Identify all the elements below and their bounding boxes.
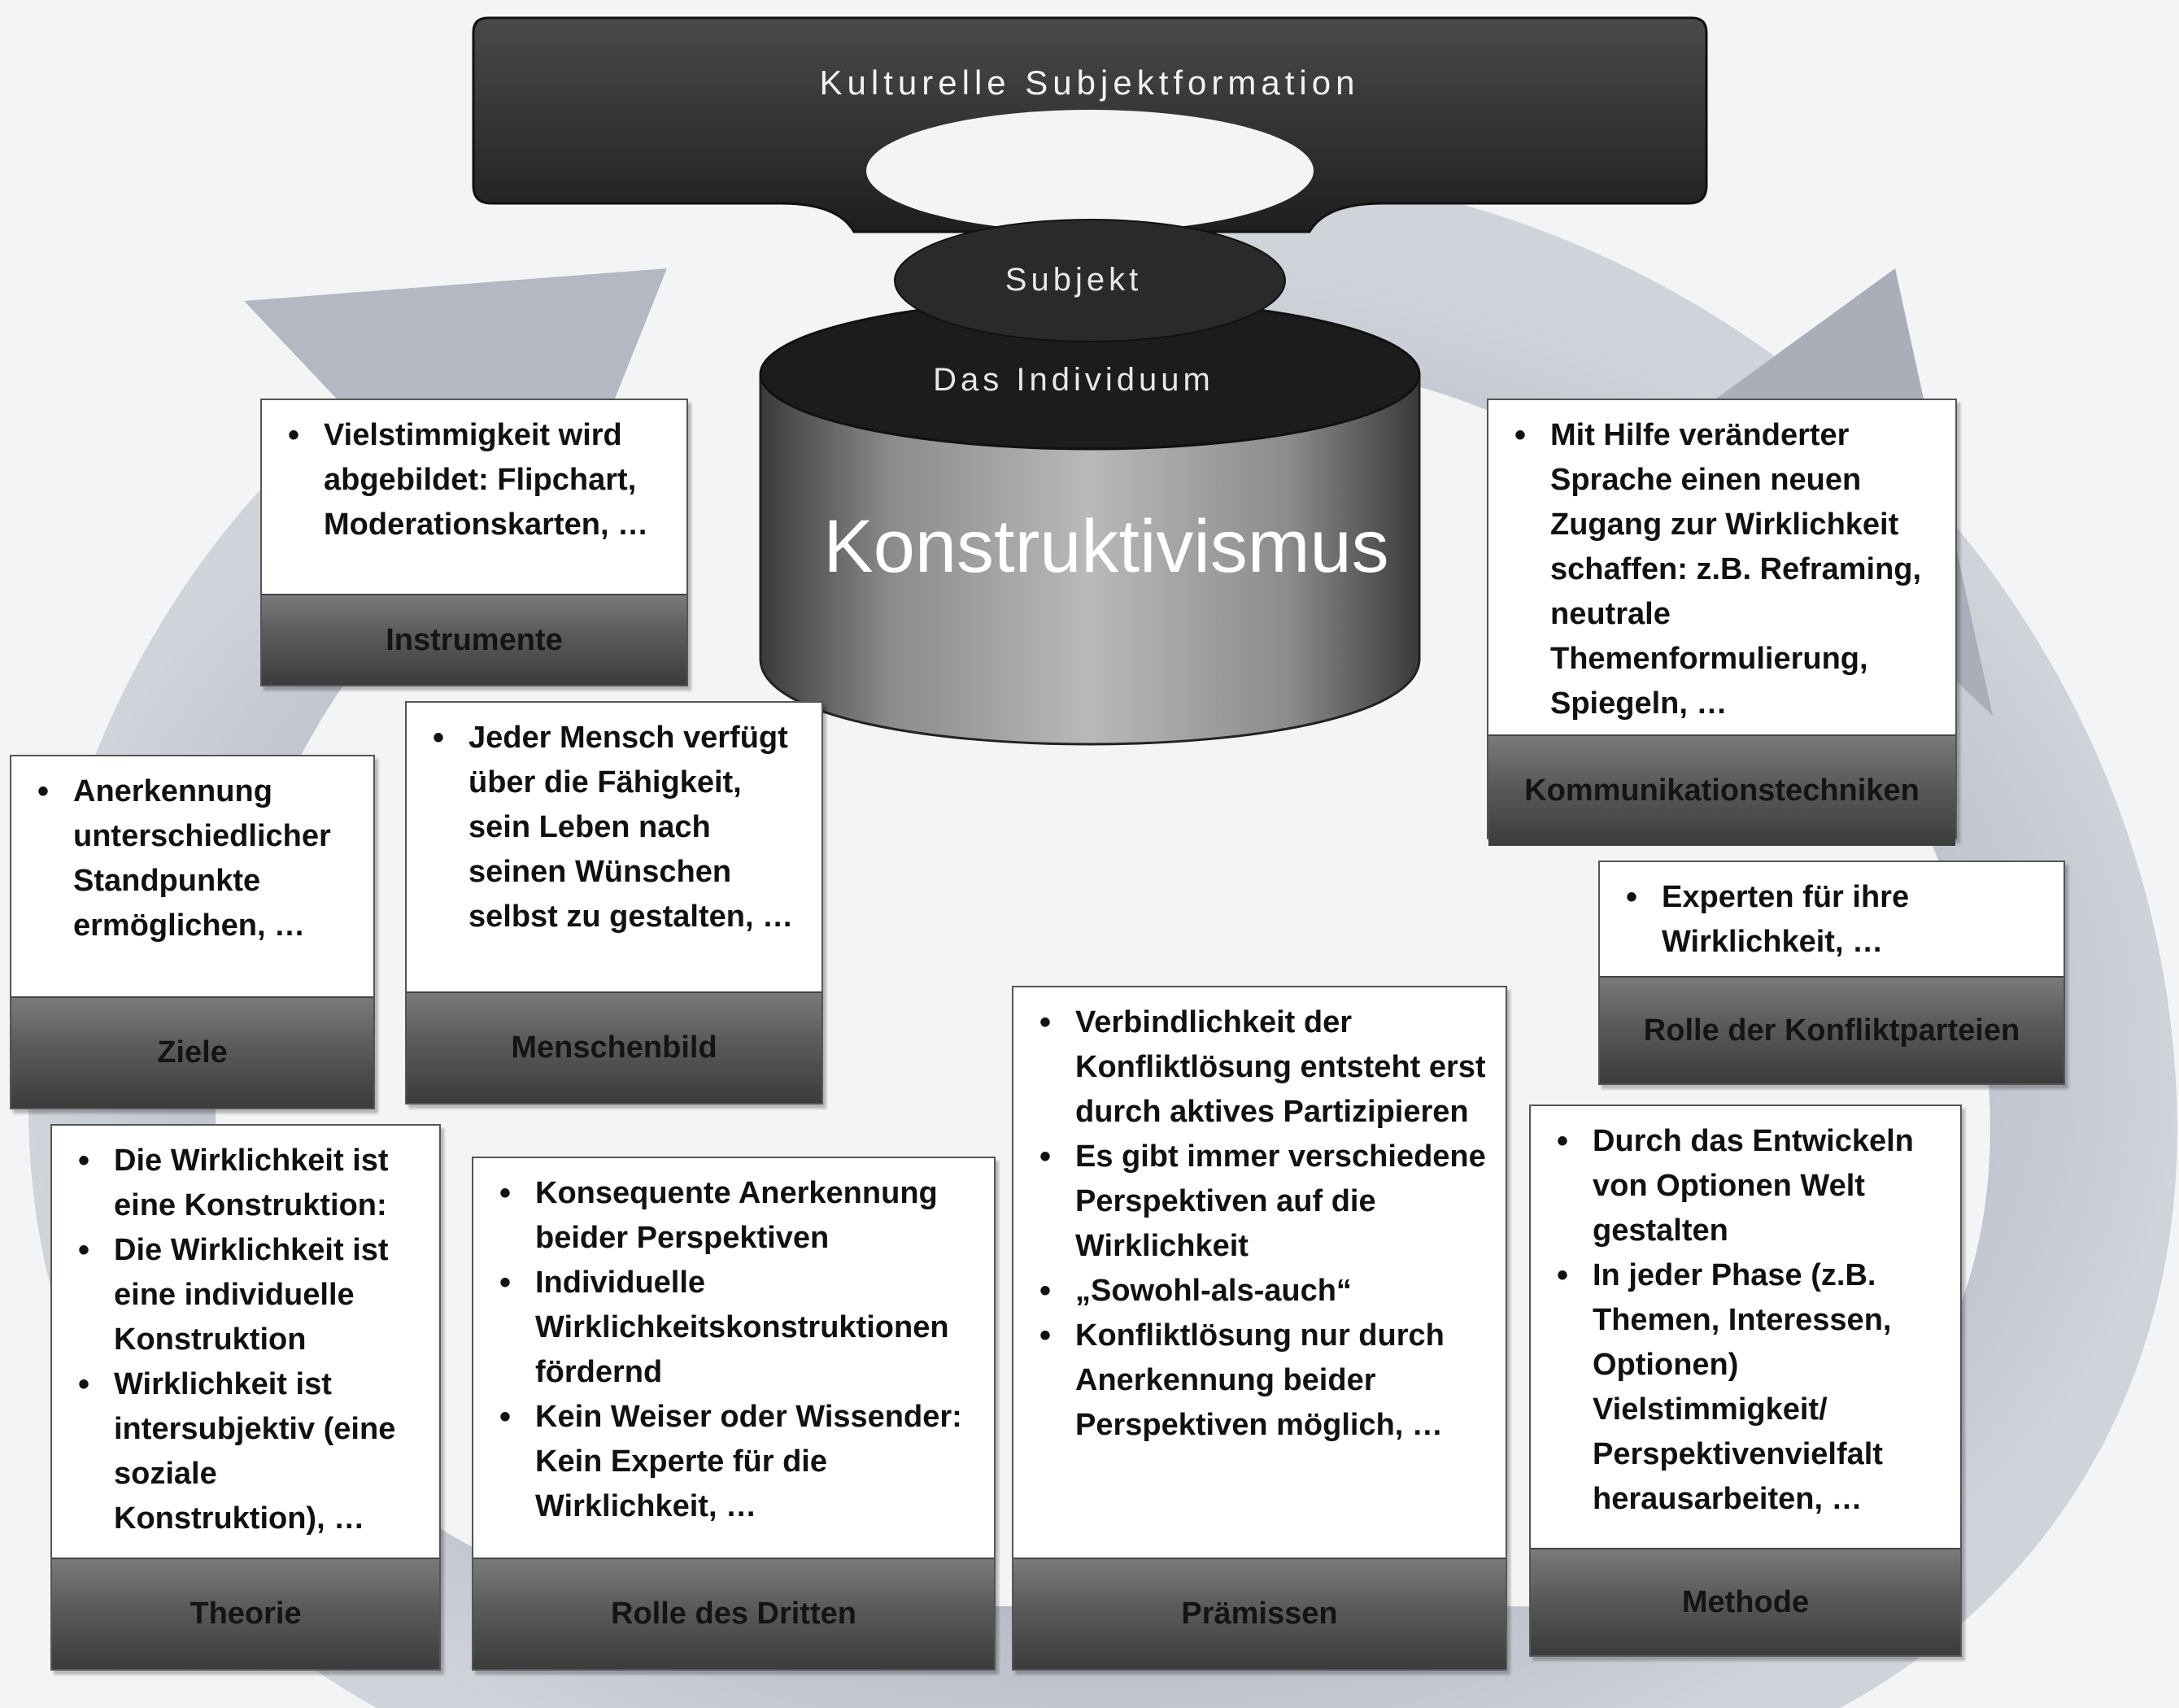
bullet-item: • Konfliktlösung nur durch Anerkennung beider Perspektiven möglich, …: [1030, 1314, 1494, 1448]
card-praemissen: [1012, 986, 1507, 1671]
bullet-list: [68, 1139, 428, 1541]
card-body: [52, 1126, 439, 1558]
card-label: Prämissen: [1013, 1558, 1506, 1669]
card-ziele: [10, 755, 375, 1109]
card-theorie: [50, 1124, 441, 1671]
card-body: [1600, 862, 2064, 976]
bullet-item: • Es gibt immer verschiedene Perspektiven auf die Wirklichkeit: [1030, 1135, 1494, 1269]
card-body: [11, 756, 373, 996]
card-methode: [1529, 1105, 1962, 1657]
bullet-item: • Wirklichkeit ist intersubjektiv (eine soziale Konstruktion), …: [68, 1362, 428, 1541]
bullet-item: • Individuelle Wirklichkeitskonstruktionen fördernd: [490, 1261, 983, 1395]
bullet-item: • Konsequente Anerkennung beider Perspektiven: [490, 1171, 983, 1261]
card-instrumente: [260, 399, 688, 686]
bullet-item: • In jeder Phase (z.B. Themen, Interessen, Optionen) Vielstimmigkeit/ Perspektivenvielfalt herausarbeiten, …: [1547, 1253, 1949, 1522]
card-rolle-konfliktparteien: [1598, 861, 2065, 1085]
bullet-item: • Die Wirklichkeit ist eine Konstruktion:: [68, 1139, 428, 1228]
card-label: Kommunikationstechniken: [1488, 734, 1955, 846]
bullet-list: [1505, 413, 1944, 726]
bullet-list: [423, 716, 810, 939]
bullet-item: • Jeder Mensch verfügt über die Fähigkeit, sein Leben nach seinen Wünschen selbst zu gestalten, …: [423, 716, 810, 939]
center-title: Konstruktivismus: [823, 505, 1389, 588]
bullet-list: [1616, 875, 2052, 965]
card-label: Ziele: [11, 996, 373, 1108]
bullet-item: • „Sowohl-als-auch“: [1030, 1269, 1494, 1314]
card-label: Methode: [1531, 1548, 1960, 1655]
card-label: Rolle der Konfliktparteien: [1600, 976, 2064, 1083]
bullet-item: • Experten für ihre Wirklichkeit, …: [1616, 875, 2052, 965]
bullet-item: • Verbindlichkeit der Konfliktlösung entsteht erst durch aktives Partizipieren: [1030, 1000, 1494, 1135]
card-body: [1488, 400, 1955, 734]
subject-label: Subjekt: [1005, 262, 1143, 298]
bullet-item: • Durch das Entwickeln von Optionen Welt gestalten: [1547, 1119, 1949, 1253]
card-rolle-des-dritten: [472, 1157, 996, 1671]
card-label: Menschenbild: [407, 991, 821, 1103]
card-body: [1531, 1106, 1960, 1548]
card-label: Theorie: [52, 1558, 439, 1669]
bullet-item: • Vielstimmigkeit wird abgebildet: Flipchart, Moderationskarten, …: [278, 413, 675, 547]
bullet-list: [490, 1171, 983, 1529]
card-body: [262, 400, 686, 594]
card-label: Instrumente: [262, 594, 686, 685]
bullet-list: [278, 413, 675, 547]
individual-label: Das Individuum: [933, 362, 1214, 398]
card-label: Rolle des Dritten: [473, 1558, 994, 1669]
card-body: [407, 703, 821, 991]
bullet-list: [1547, 1119, 1949, 1522]
banner-title: Kulturelle Subjektformation: [819, 63, 1360, 102]
card-body: [473, 1158, 994, 1558]
bullet-list: [28, 769, 362, 948]
bullet-item: • Kein Weiser oder Wissender: Kein Experte für die Wirklichkeit, …: [490, 1395, 983, 1529]
card-body: [1013, 987, 1506, 1558]
bullet-item: • Anerkennung unterschiedlicher Standpunkte ermöglichen, …: [28, 769, 362, 948]
bullet-item: • Mit Hilfe veränderter Sprache einen neuen Zugang zur Wirklichkeit schaffen: z.B. Reframing, neutrale Themenformulierung, Spiegeln, …: [1505, 413, 1944, 726]
card-kommunikationstechniken: [1487, 399, 1957, 839]
bullet-list: [1030, 1000, 1494, 1448]
bullet-item: • Die Wirklichkeit ist eine individuelle Konstruktion: [68, 1228, 428, 1362]
card-menschenbild: [405, 701, 823, 1105]
